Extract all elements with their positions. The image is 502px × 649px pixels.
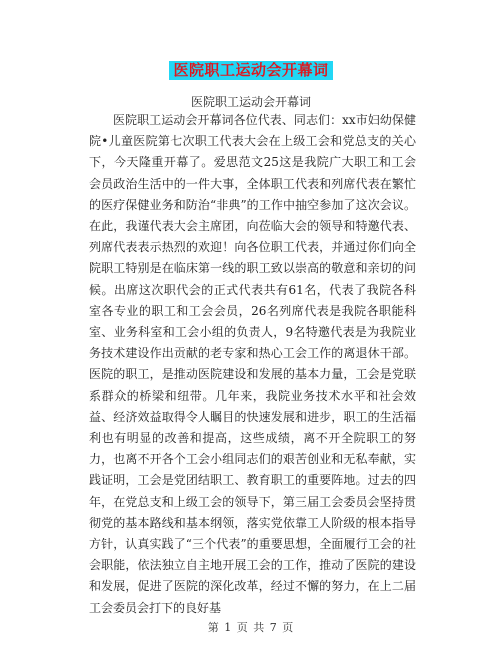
page-number-footer: 第 1 页 共 7 页	[207, 621, 295, 634]
title-container	[0, 60, 502, 80]
body-paragraph: 医院职工运动会开幕词各位代表、同志们：xx市妇幼保健院•儿童医院第七次职工代表大会在上级工会和党总支的关心下，今天隆重开幕了。爱思范文25这是我院广大职工和工会会员政治生活中的一件大事，全体职工代表和列席代表在繁忙的医疗保健业务和防治“非典”的工作中抽空参加了这次会议。在此，我谨代表大会主席团，向莅临大会的领导和特邀代表、列席代表表示热烈的欢迎！向各位职工代表，并通过你们向全院职工特别是在临床第一线的职工致以崇高的敬意和亲切的问候。出席这次职代会的正式代表共有61名，代表了我院各科室各专业的职工和工会会员，26名列席代表是我院各职能科室、业务科室和工会小组的负责人，9名特邀代表是为我院业务技术建设作出贡献的老专家和热心工会工作的离退休干部。医院的职工，是推动医院建设和发展的基本力量，工会是党联系群众的桥梁和纽带。几年来，我院业务技术水平和社会效益、经济效益取得令人瞩目的快速发展和进步，职工的生活福利也有明显的改善和提高，这些成绩，离不开全院职工的努力，也离不开各个工会小组同志们的艰苦创业和无私奉献，实践证明，工会是党团结职工、教育职工的重要阵地。过去的四年，在党总支和上级工会的领导下，第三届工会委员会坚持贯彻党的基本路线和基本纲领，落实党依靠工人阶级的根本指导方针，认真实践了“三个代表”的重要思想，全面履行工会的社会职能，依法独立自主地开展工会的工作，推动了医院的建设和发展，促进了医院的深化改革，经过不懈的努力，在上二届工会委员会打下的良好基	[89, 113, 416, 615]
body-text-block	[89, 110, 416, 619]
document-title: 医院职工运动会开幕词	[169, 61, 332, 80]
document-subtitle: 医院职工运动会开幕词	[190, 95, 311, 109]
